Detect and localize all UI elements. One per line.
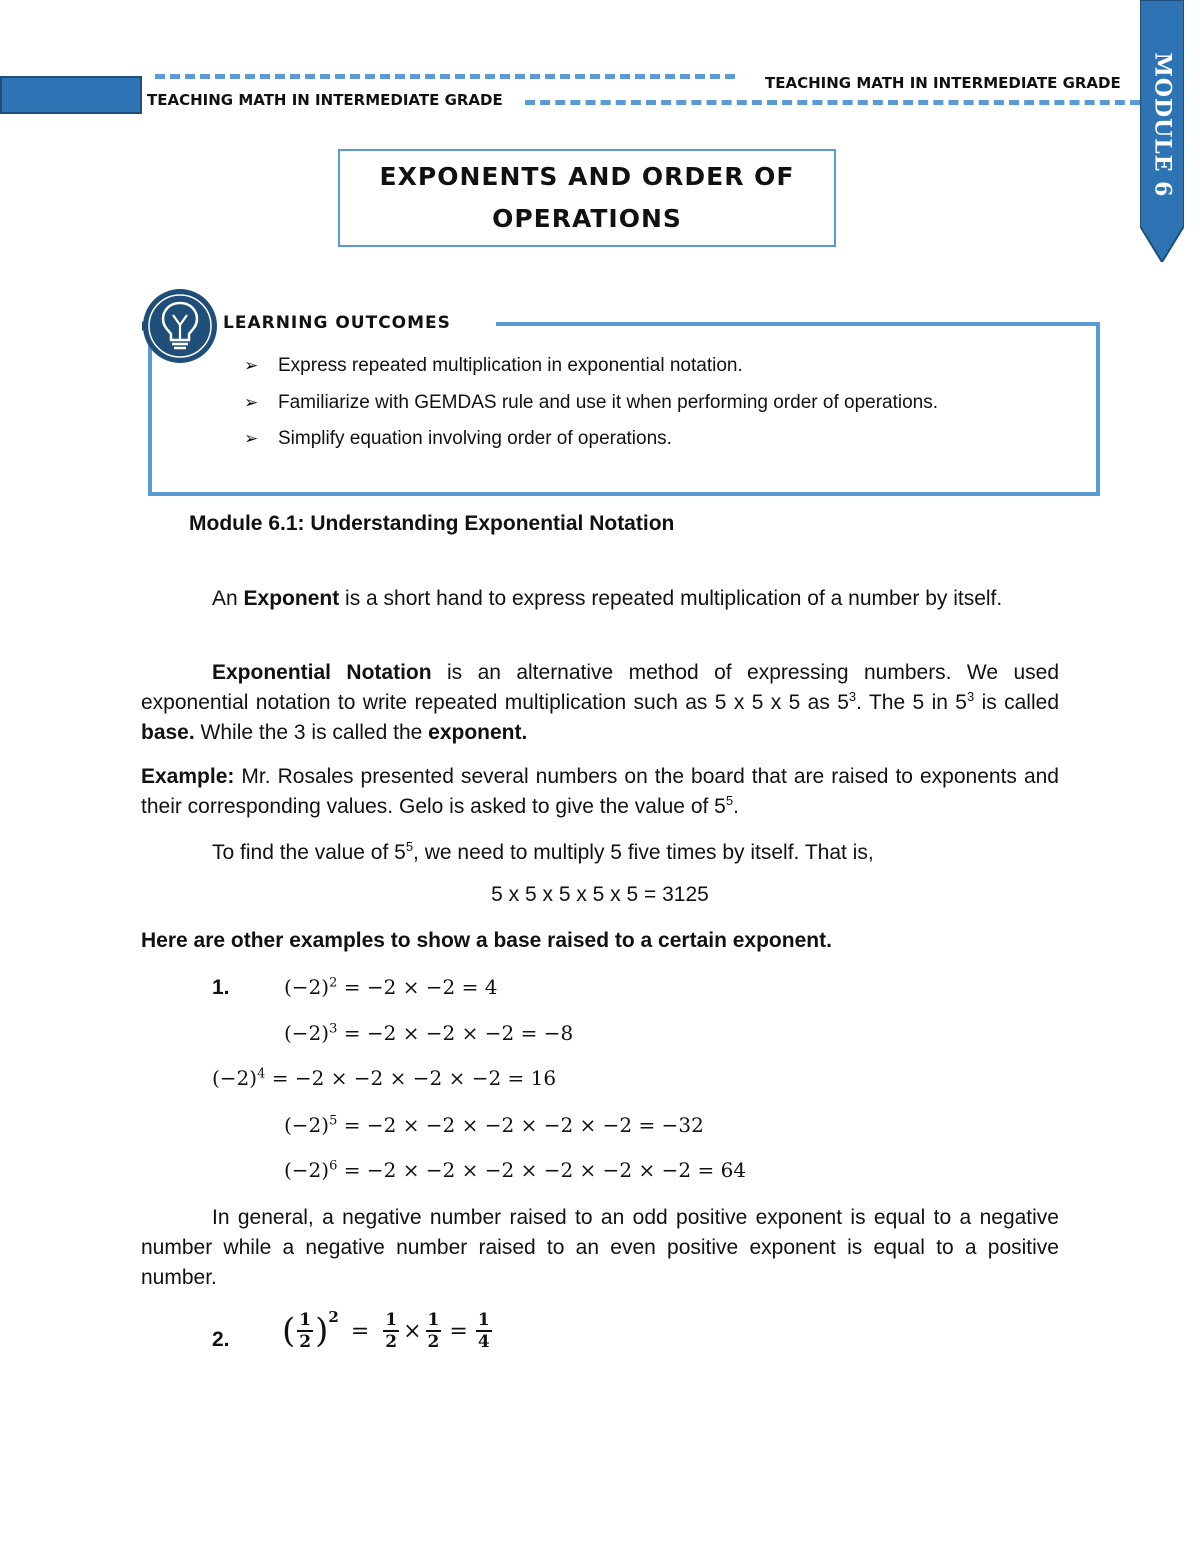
outcome-item: ➢ Express repeated multiplication in exponential notation. — [244, 355, 743, 376]
fraction: $\frac{1}{2}$ — [427, 1310, 440, 1352]
header-dashed-line-bottom — [525, 100, 1140, 105]
fraction: $\frac{1}{2}$ — [299, 1310, 312, 1352]
learning-outcomes-heading: LEARNING OUTCOMES — [223, 313, 451, 333]
title-line-1: EXPONENTS AND ORDER OF — [379, 162, 795, 191]
general-rule-paragraph: In general, a negative number raised to an odd positive exponent is equal to a negative number while a negative number raised to an even positive exponent is equal to a positive number. — [141, 1206, 1059, 1289]
arrow-bullet-icon: ➢ — [244, 356, 259, 375]
fraction: $\frac{1}{2}$ — [385, 1310, 398, 1352]
equation-row: $(-2)^2 = -2 \times -2 = 4$ — [284, 975, 498, 999]
fraction: $\frac{1}{4}$ — [477, 1310, 490, 1352]
module-ribbon-label: MODULE 6 — [1149, 52, 1176, 198]
section-title: Module 6.1: Understanding Exponential Notation — [189, 512, 675, 535]
notation-definition: Exponential Notation is an alternative method of expressing numbers. We used exponential notation to write repeated multiplication such as 5 x 5 x 5 as $5^3$. The 5 in $5^3$ is called base. While the 3 is called the exponent. — [141, 661, 1059, 744]
find-value-paragraph: To find the value of $5^5$, we need to multiply 5 five times by itself. That is, — [212, 839, 874, 864]
fraction-equation: ( $\frac{1}{2}$ ) $^2$ = $\frac{1}{2}$ × $\frac{1}{2}$ = $\frac{1}{4}$ — [282, 1308, 490, 1352]
example-number-1: 1. — [212, 976, 230, 999]
header-dashed-line-top — [155, 74, 735, 79]
header-left-bar — [0, 76, 142, 114]
lightbulb-icon — [140, 285, 218, 367]
outcome-item: ➢ Familiarize with GEMDAS rule and use it when performing order of operations. — [244, 392, 939, 413]
module-ribbon-label-wrap — [1140, 40, 1184, 210]
example-number-2: 2. — [212, 1328, 230, 1351]
arrow-bullet-icon: ➢ — [244, 393, 259, 412]
title-line-2: OPERATIONS — [492, 204, 682, 233]
equation-row: $(-2)^5 = -2 \times -2 \times -2 \times -2 \times -2 = -32$ — [284, 1113, 704, 1137]
equation-row: $(-2)^6 = -2 \times -2 \times -2 \times -2 \times -2 \times -2 = 64$ — [284, 1158, 747, 1182]
main-equation: 5 x 5 x 5 x 5 x 5 = 3125 — [491, 883, 709, 906]
page-title — [338, 149, 836, 247]
equation-row: $(-2)^3 = -2 \times -2 \times -2 = -8$ — [284, 1021, 574, 1045]
arrow-bullet-icon: ➢ — [244, 429, 259, 448]
equation-row: $(-2)^4 = -2 \times -2 \times -2 \times -2 = 16$ — [212, 1066, 557, 1090]
example-paragraph: Example: Mr. Rosales presented several numbers on the board that are raised to exponents and their corresponding values. Gelo is asked to give the value of $5^5$. — [141, 765, 1059, 818]
exponent-definition: An Exponent is a short hand to express repeated multiplication of a number by itself. — [212, 587, 1003, 610]
other-examples-heading: Here are other examples to show a base raised to a certain exponent. — [141, 929, 832, 952]
header-right-label: TEACHING MATH IN INTERMEDIATE GRADE — [765, 74, 1121, 92]
learning-outcomes-top-rule — [496, 322, 1100, 326]
outcome-item: ➢ Simplify equation involving order of operations. — [244, 428, 672, 449]
header-left-label: TEACHING MATH IN INTERMEDIATE GRADE — [147, 91, 503, 109]
